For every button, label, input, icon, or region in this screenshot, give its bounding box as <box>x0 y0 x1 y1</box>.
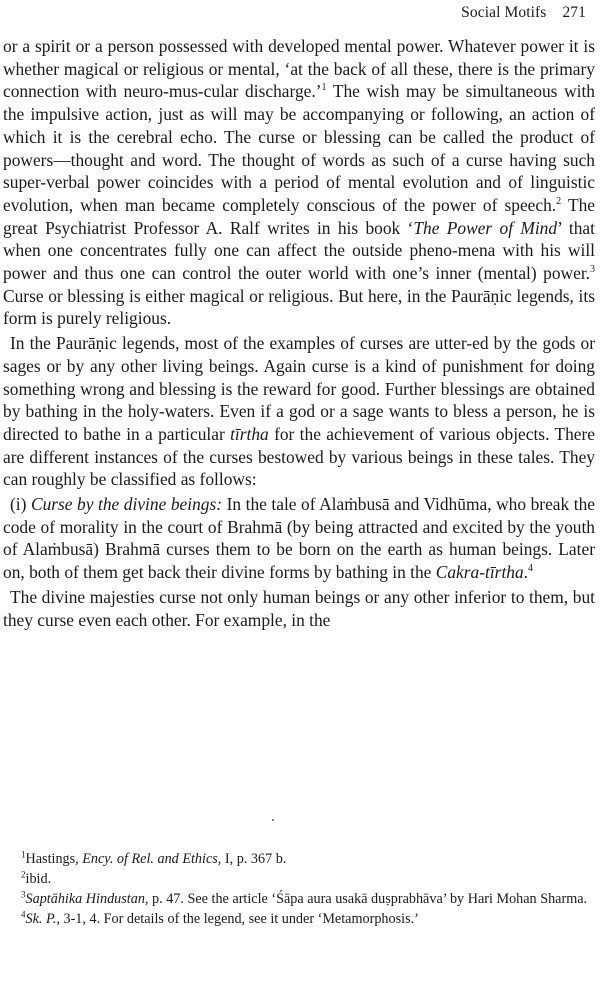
footnote-4-text: , 3-1, 4. For details of the legend, see it under ‘Metamorphosis.’ <box>56 911 419 927</box>
footnote-3-title: Saptāhika Hindustan <box>25 891 145 907</box>
p1-text-a: or a spirit or a person possessed with developed mental power. Whatever power it is whether magical or religious or mental, ‘at the back of all these, there is the primary connection with neuro-mus-cular discharge.’ <box>3 36 595 102</box>
p3-italic-term: Cakra-tīrtha <box>435 562 524 583</box>
book-title: The Power of Mind <box>413 217 558 238</box>
p1-text-b: The wish may be simultaneous with the impulsive action, just as will may be accompanying or following, an action of which it is the cerebral echo. The curse or blessing can be called the product of powers—thought and word. The thought of words as such of a curse having such super-verbal power coincides with a period of mental evolution and of linguistic evolution, when man became completely conscious of the power of speech. <box>3 81 596 215</box>
footnote-mark-3: 3 <box>21 889 26 900</box>
paragraph-4: The divine majesties curse not only human beings or any other inferior to them, but they curse even each other. For example, in the <box>3 586 595 630</box>
footnotes <box>3 849 595 929</box>
footnote-ref-3: 3 <box>590 264 595 276</box>
paragraph-1 <box>3 35 595 330</box>
p2-text-b: for the achievement of various objects. There are different instances of the curses bestowed by various beings in these tales. They can roughly be classified as follows: <box>3 423 595 490</box>
p3-label: (i) <box>10 494 31 515</box>
p3-text-a: In the tale of Alaṁbusā and Vidhūma, who break the code of morality in the court of Brahmā (by being attracted and excited by the youth of Alaṁbusā) Brahmā curses them to be born on the earth as human beings. Later on, both of them get back their divine forms by bathing in the <box>3 494 595 583</box>
p1-text-e: Curse or blessing is either magical or religious. But here, in the Paurāṇic legends, its form is purely religious. <box>3 285 595 329</box>
footnote-ref-2: 2 <box>556 196 562 208</box>
main-text <box>3 35 595 631</box>
footnote-ref-4: 4 <box>528 563 534 575</box>
running-header <box>461 4 586 22</box>
paragraph-2 <box>3 332 595 491</box>
footnote-2-text: ibid. <box>25 871 52 887</box>
footnote-2 <box>3 869 595 889</box>
footnote-1 <box>3 849 595 869</box>
footnote-1-text-a: Hastings, <box>25 851 83 867</box>
p3-text-b: . <box>523 562 529 583</box>
footnote-mark-2: 2 <box>21 869 26 880</box>
p3-heading: Curse by the divine beings: <box>30 494 223 515</box>
footnote-mark-4: 4 <box>21 909 26 920</box>
footnote-mark-1: 1 <box>21 849 26 860</box>
p2-italic-term: tīrtha <box>230 423 269 444</box>
footnote-ref-1: 1 <box>321 82 327 94</box>
page-number: 271 <box>562 4 586 21</box>
footnote-1-title: Ency. of Rel. and Ethics <box>82 851 218 867</box>
p1-text-d: ’ that when one concentrates fully one can affect the outside pheno-mena with his will power and thus one can control the outer world with one’s inner (mental) power. <box>3 217 595 284</box>
footnote-1-text-b: , I, p. 367 b. <box>217 851 287 867</box>
footnote-3-text: , p. 47. See the article ‘Śāpa aura usakā duṣprabhāva’ by Hari Mohan Sharma. <box>144 891 588 907</box>
footnote-3 <box>3 889 595 909</box>
footnote-4 <box>3 909 595 929</box>
running-head-title: Social Motifs <box>461 4 547 21</box>
paragraph-3 <box>3 493 595 584</box>
stray-dot <box>272 819 274 821</box>
p1-text-c: The great Psychiatrist Professor A. Ralf writes in his book ‘ <box>3 194 595 238</box>
p2-text-a: In the Paurāṇic legends, most of the examples of curses are utter-ed by the gods or sages or by any other living beings. Again curse is a kind of punishment for doing something wrong and blessing is the reward for good. Further blessings are obtained by bathing in the holy-waters. Even if a god or a sage wants to bless a person, he is directed to bathe in a particular <box>3 333 595 444</box>
footnote-4-title: Sk. P. <box>25 911 57 927</box>
